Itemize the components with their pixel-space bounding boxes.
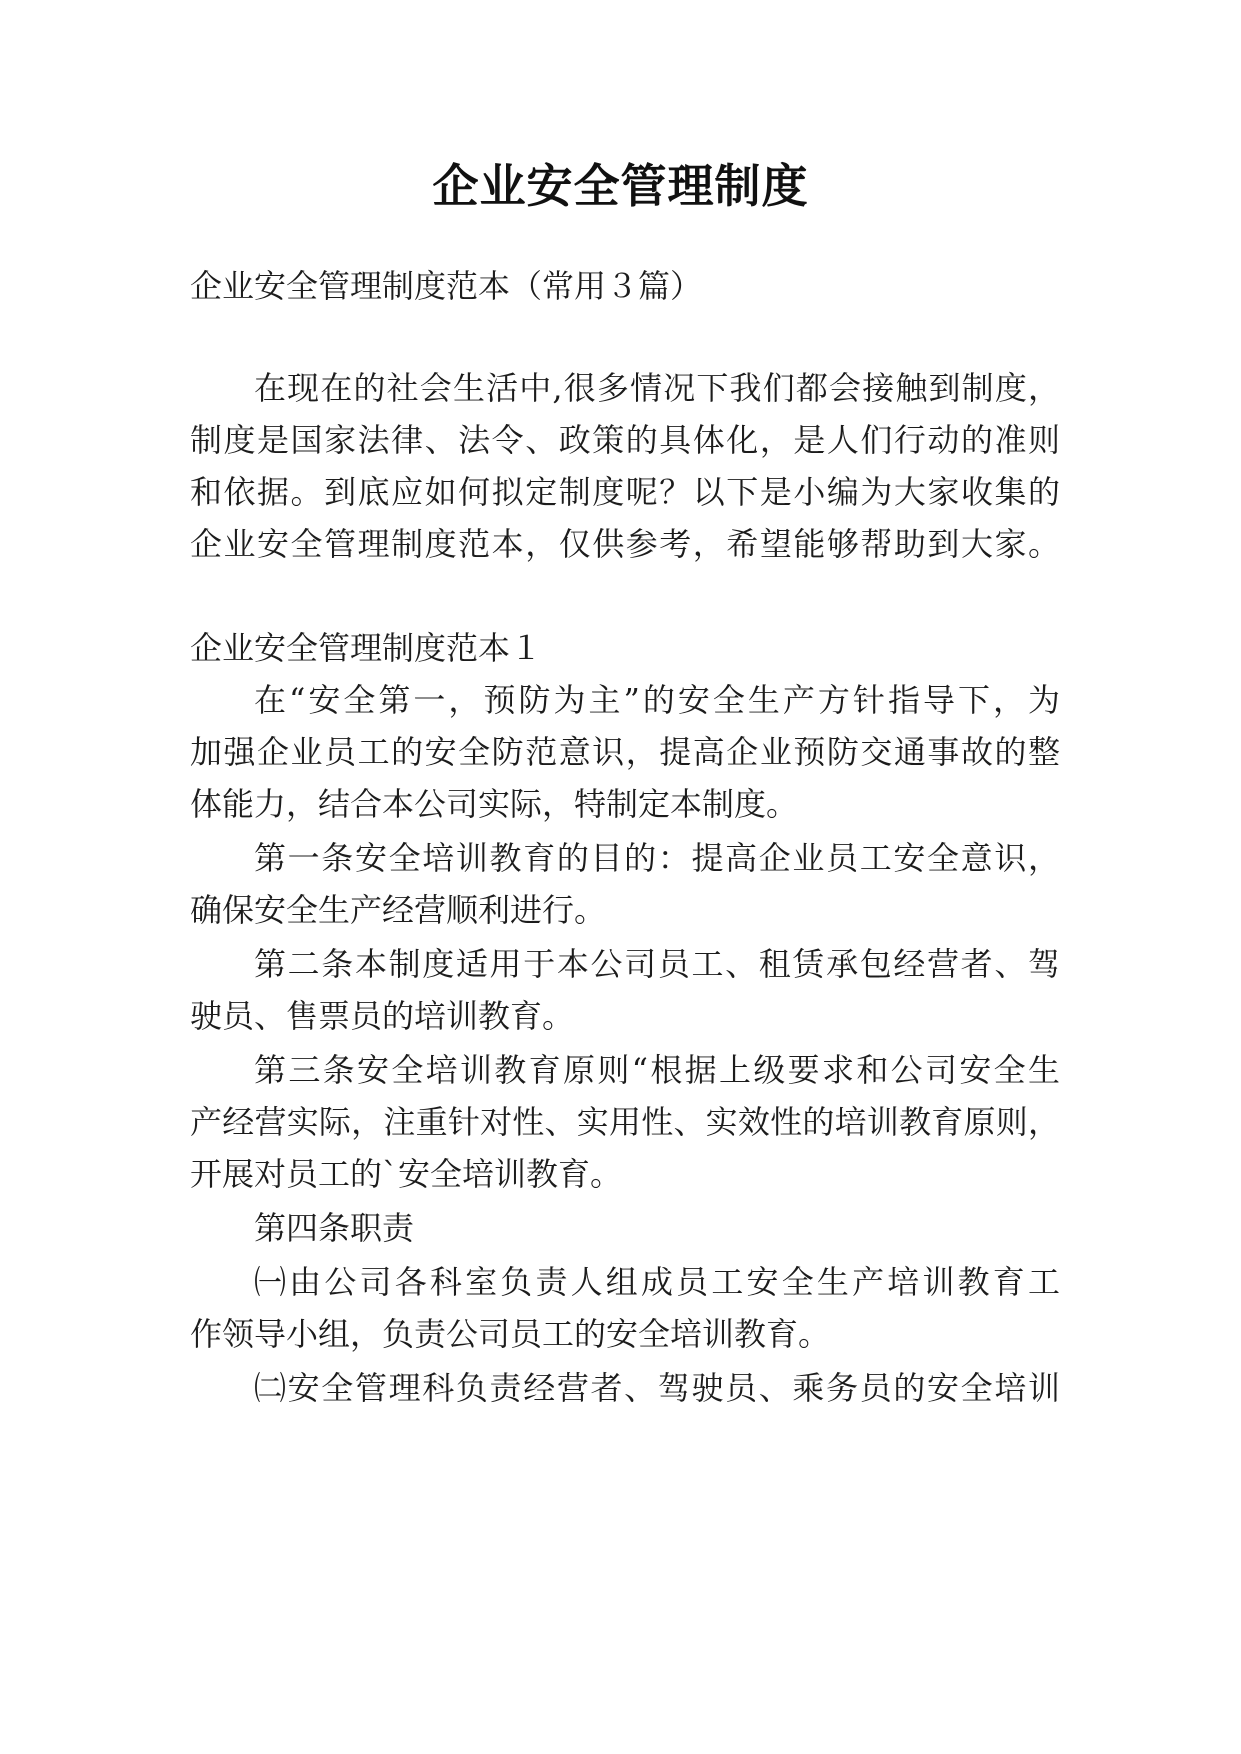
body-line: 开展对员工的`安全培训教育。 [190,1155,623,1193]
section-heading: 企业安全管理制度范本１ [190,629,543,667]
body-line: 加强企业员工的安全防范意识，提高企业预防交通事故的整 [190,733,1060,771]
body-line: 第三条安全培训教育原则“根据上级要求和公司安全生 [254,1051,1060,1089]
body-line: 驶员、售票员的培训教育。 [190,997,575,1035]
body-line: 第一条安全培训教育的目的：提高企业员工安全意识， [254,839,1060,877]
body-line: 第二条本制度适用于本公司员工、租赁承包经营者、驾 [254,945,1060,983]
body-line: 确保安全生产经营顺利进行。 [190,891,607,929]
intro-line: 企业安全管理制度范本，仅供参考，希望能够帮助到大家。 [190,525,1060,563]
body-line: 第四条职责 [254,1209,415,1247]
body-line: 体能力，结合本公司实际，特制定本制度。 [190,785,799,823]
body-line: ㈠由公司各科室负责人组成员工安全生产培训教育工 [254,1263,1060,1301]
intro-line: 制度是国家法律、法令、政策的具体化，是人们行动的准则 [190,421,1060,459]
body-line: ㈡安全管理科负责经营者、驾驶员、乘务员的安全培训 [254,1369,1060,1407]
body-line: 在“安全第一，预防为主”的安全生产方针指导下，为 [254,681,1060,719]
document-title: 企业安全管理制度 [432,159,809,213]
document-subtitle: 企业安全管理制度范本（常用３篇） [190,267,703,305]
body-line: 作领导小组，负责公司员工的安全培训教育。 [190,1315,831,1353]
body-line: 产经营实际，注重针对性、实用性、实效性的培训教育原则， [190,1103,1060,1141]
intro-line: 和依据。到底应如何拟定制度呢？以下是小编为大家收集的 [190,473,1060,511]
intro-line: 在现在的社会生活中,很多情况下我们都会接触到制度， [254,369,1060,407]
